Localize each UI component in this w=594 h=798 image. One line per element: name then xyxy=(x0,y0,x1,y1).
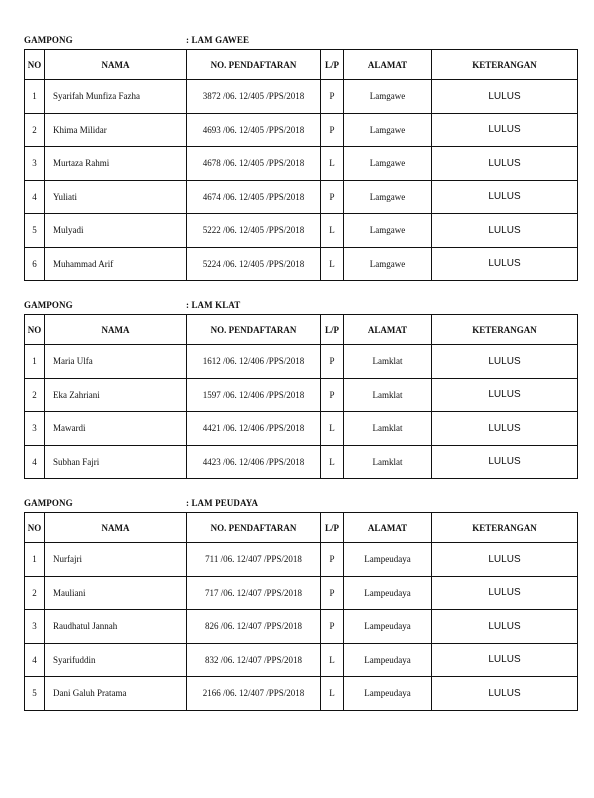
col-header-pendaftaran: NO. PENDAFTARAN xyxy=(187,513,321,543)
cell-no: 3 xyxy=(25,412,45,446)
cell-nama: Dani Galuh Pratama xyxy=(45,677,187,711)
cell-lp: L xyxy=(321,247,344,281)
cell-lp: P xyxy=(321,113,344,147)
cell-pendaftaran: 717 /06. 12/407 /PPS/2018 xyxy=(187,576,321,610)
cell-nama: Raudhatul Jannah xyxy=(45,610,187,644)
cell-no: 1 xyxy=(25,543,45,577)
col-header-keterangan: KETERANGAN xyxy=(432,513,578,543)
cell-nama: Muhammad Arif xyxy=(45,247,187,281)
col-header-pendaftaran: NO. PENDAFTARAN xyxy=(187,50,321,80)
cell-nama: Mawardi xyxy=(45,412,187,446)
table-row xyxy=(25,643,578,677)
cell-nama: Maria Ulfa xyxy=(45,345,187,379)
cell-no: 6 xyxy=(25,247,45,281)
table-header-row xyxy=(25,513,578,543)
cell-keterangan: LULUS xyxy=(432,345,578,379)
table-row xyxy=(25,445,578,479)
cell-alamat: Lamgawe xyxy=(344,247,432,281)
cell-nama: Eka Zahriani xyxy=(45,378,187,412)
cell-no: 5 xyxy=(25,214,45,248)
cell-pendaftaran: 4693 /06. 12/405 /PPS/2018 xyxy=(187,113,321,147)
table-row xyxy=(25,378,578,412)
cell-no: 4 xyxy=(25,445,45,479)
cell-nama: Nurfajri xyxy=(45,543,187,577)
col-header-alamat: ALAMAT xyxy=(344,513,432,543)
participants-table xyxy=(24,49,578,281)
cell-pendaftaran: 826 /06. 12/407 /PPS/2018 xyxy=(187,610,321,644)
cell-keterangan: LULUS xyxy=(432,412,578,446)
col-header-nama: NAMA xyxy=(45,513,187,543)
cell-keterangan: LULUS xyxy=(432,677,578,711)
col-header-no: NO xyxy=(25,50,45,80)
col-header-no: NO xyxy=(25,315,45,345)
cell-keterangan: LULUS xyxy=(432,80,578,114)
cell-lp: L xyxy=(321,214,344,248)
cell-pendaftaran: 4423 /06. 12/406 /PPS/2018 xyxy=(187,445,321,479)
cell-no: 1 xyxy=(25,80,45,114)
col-header-nama: NAMA xyxy=(45,50,187,80)
gampong-header xyxy=(24,498,577,512)
cell-keterangan: LULUS xyxy=(432,180,578,214)
cell-pendaftaran: 2166 /06. 12/407 /PPS/2018 xyxy=(187,677,321,711)
cell-pendaftaran: 5222 /06. 12/405 /PPS/2018 xyxy=(187,214,321,248)
cell-keterangan: LULUS xyxy=(432,576,578,610)
col-header-pendaftaran: NO. PENDAFTARAN xyxy=(187,315,321,345)
cell-keterangan: LULUS xyxy=(432,113,578,147)
cell-alamat: Lamklat xyxy=(344,445,432,479)
cell-alamat: Lamgawe xyxy=(344,180,432,214)
col-header-alamat: ALAMAT xyxy=(344,315,432,345)
cell-nama: Yuliati xyxy=(45,180,187,214)
cell-keterangan: LULUS xyxy=(432,643,578,677)
cell-nama: Murtaza Rahmi xyxy=(45,147,187,181)
cell-nama: Syarifuddin xyxy=(45,643,187,677)
cell-no: 2 xyxy=(25,113,45,147)
col-header-no: NO xyxy=(25,513,45,543)
cell-lp: P xyxy=(321,543,344,577)
cell-no: 2 xyxy=(25,378,45,412)
cell-lp: L xyxy=(321,147,344,181)
cell-alamat: Lampeudaya xyxy=(344,677,432,711)
cell-keterangan: LULUS xyxy=(432,247,578,281)
table-row xyxy=(25,677,578,711)
cell-no: 4 xyxy=(25,180,45,214)
gampong-header xyxy=(24,300,577,314)
cell-alamat: Lamgawe xyxy=(344,147,432,181)
cell-lp: P xyxy=(321,180,344,214)
table-row xyxy=(25,576,578,610)
cell-no: 3 xyxy=(25,147,45,181)
cell-lp: P xyxy=(321,80,344,114)
cell-alamat: Lampeudaya xyxy=(344,610,432,644)
cell-lp: L xyxy=(321,445,344,479)
cell-lp: P xyxy=(321,345,344,379)
gampong-name: : LAM PEUDAYA xyxy=(186,498,259,508)
col-header-lp: L/P xyxy=(321,315,344,345)
cell-no: 1 xyxy=(25,345,45,379)
cell-alamat: Lamgawe xyxy=(344,80,432,114)
gampong-label: GAMPONG xyxy=(24,498,73,508)
cell-alamat: Lamklat xyxy=(344,412,432,446)
cell-pendaftaran: 1612 /06. 12/406 /PPS/2018 xyxy=(187,345,321,379)
cell-no: 5 xyxy=(25,677,45,711)
cell-alamat: Lamklat xyxy=(344,345,432,379)
cell-nama: Khima Milidar xyxy=(45,113,187,147)
table-row xyxy=(25,412,578,446)
col-header-lp: L/P xyxy=(321,513,344,543)
cell-alamat: Lampeudaya xyxy=(344,543,432,577)
table-row xyxy=(25,180,578,214)
cell-alamat: Lamgawe xyxy=(344,113,432,147)
cell-lp: L xyxy=(321,412,344,446)
table-row xyxy=(25,610,578,644)
gampong-section xyxy=(24,498,577,711)
col-header-nama: NAMA xyxy=(45,315,187,345)
cell-nama: Syarifah Munfiza Fazha xyxy=(45,80,187,114)
cell-pendaftaran: 1597 /06. 12/406 /PPS/2018 xyxy=(187,378,321,412)
cell-no: 3 xyxy=(25,610,45,644)
cell-keterangan: LULUS xyxy=(432,378,578,412)
participants-table xyxy=(24,314,578,479)
cell-lp: P xyxy=(321,576,344,610)
cell-nama: Subhan Fajri xyxy=(45,445,187,479)
cell-alamat: Lamgawe xyxy=(344,214,432,248)
cell-lp: P xyxy=(321,378,344,412)
gampong-header xyxy=(24,35,577,49)
table-row xyxy=(25,345,578,379)
cell-pendaftaran: 711 /06. 12/407 /PPS/2018 xyxy=(187,543,321,577)
cell-no: 4 xyxy=(25,643,45,677)
table-header-row xyxy=(25,315,578,345)
cell-keterangan: LULUS xyxy=(432,610,578,644)
col-header-alamat: ALAMAT xyxy=(344,50,432,80)
cell-nama: Mulyadi xyxy=(45,214,187,248)
col-header-keterangan: KETERANGAN xyxy=(432,315,578,345)
cell-pendaftaran: 4421 /06. 12/406 /PPS/2018 xyxy=(187,412,321,446)
cell-pendaftaran: 4674 /06. 12/405 /PPS/2018 xyxy=(187,180,321,214)
cell-pendaftaran: 832 /06. 12/407 /PPS/2018 xyxy=(187,643,321,677)
cell-alamat: Lampeudaya xyxy=(344,643,432,677)
table-row xyxy=(25,214,578,248)
table-header-row xyxy=(25,50,578,80)
cell-pendaftaran: 5224 /06. 12/405 /PPS/2018 xyxy=(187,247,321,281)
cell-lp: L xyxy=(321,677,344,711)
gampong-name: : LAM GAWEE xyxy=(186,35,250,45)
cell-keterangan: LULUS xyxy=(432,214,578,248)
cell-no: 2 xyxy=(25,576,45,610)
cell-pendaftaran: 4678 /06. 12/405 /PPS/2018 xyxy=(187,147,321,181)
table-row xyxy=(25,247,578,281)
cell-keterangan: LULUS xyxy=(432,543,578,577)
cell-keterangan: LULUS xyxy=(432,445,578,479)
table-row xyxy=(25,543,578,577)
cell-nama: Mauliani xyxy=(45,576,187,610)
table-row xyxy=(25,113,578,147)
cell-pendaftaran: 3872 /06. 12/405 /PPS/2018 xyxy=(187,80,321,114)
gampong-label: GAMPONG xyxy=(24,35,73,45)
cell-lp: L xyxy=(321,643,344,677)
gampong-section xyxy=(24,35,577,281)
cell-alamat: Lamklat xyxy=(344,378,432,412)
col-header-keterangan: KETERANGAN xyxy=(432,50,578,80)
cell-lp: P xyxy=(321,610,344,644)
table-row xyxy=(25,147,578,181)
gampong-label: GAMPONG xyxy=(24,300,73,310)
gampong-name: : LAM KLAT xyxy=(186,300,241,310)
col-header-lp: L/P xyxy=(321,50,344,80)
cell-alamat: Lampeudaya xyxy=(344,576,432,610)
cell-keterangan: LULUS xyxy=(432,147,578,181)
table-row xyxy=(25,80,578,114)
participants-table xyxy=(24,512,578,711)
gampong-section xyxy=(24,300,577,479)
